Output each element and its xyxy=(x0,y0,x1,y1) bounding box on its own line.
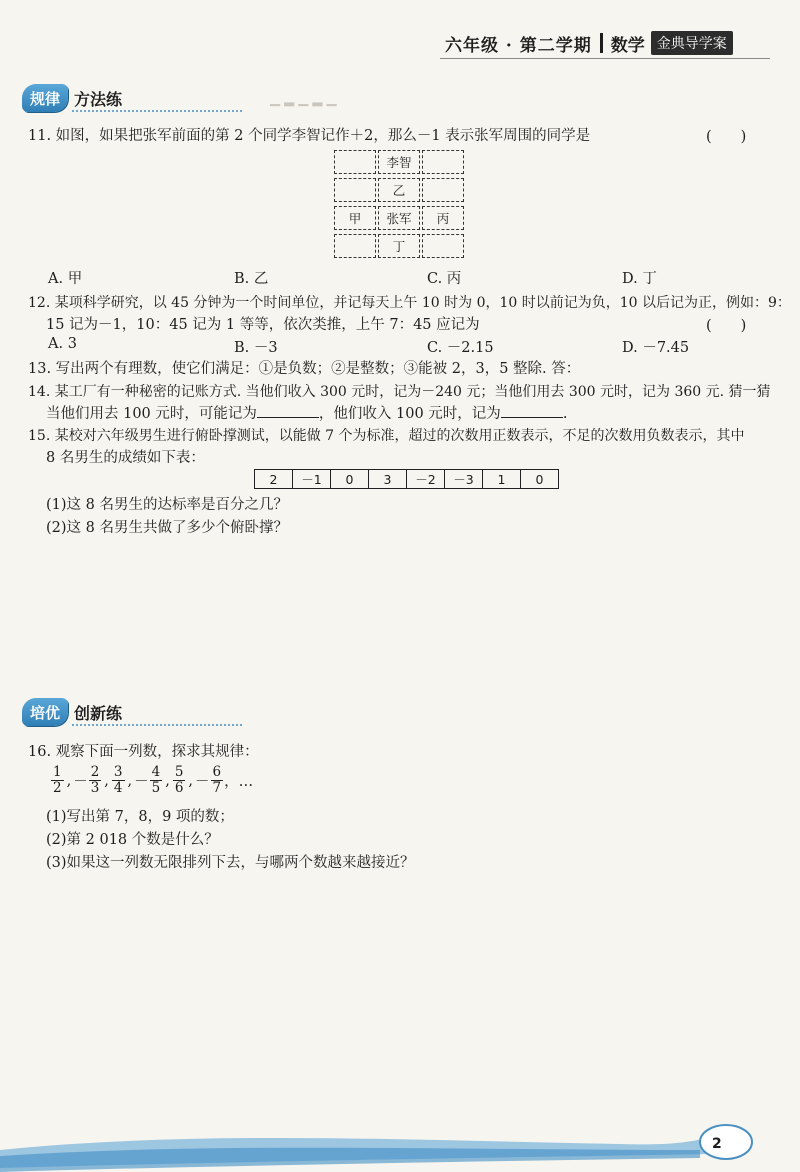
innovation-section-title: 创新练 xyxy=(74,703,123,723)
fraction-denominator: 4 xyxy=(113,780,123,796)
fraction-numerator: 3 xyxy=(113,764,123,780)
question-14-part-c: . xyxy=(562,406,568,422)
fraction-denominator: 3 xyxy=(90,780,100,796)
method-section-badge xyxy=(22,84,122,112)
q11-option-c[interactable]: C. 丙 xyxy=(427,271,462,287)
grid-cell-empty xyxy=(334,178,376,202)
grid-cell-zhang-jun: 张军 xyxy=(378,206,420,230)
grid-cell-ding: 丁 xyxy=(378,234,420,258)
score-cell: －2 xyxy=(407,470,445,489)
fraction-numerator: 2 xyxy=(90,764,100,780)
frac-sign: － xyxy=(195,774,210,790)
question-14-line-2 xyxy=(46,403,567,425)
grade-term: 六年级 · 第二学期 xyxy=(445,35,592,56)
comma: , xyxy=(104,772,109,789)
question-16: 16. 观察下面一列数，探求其规律： xyxy=(28,744,259,760)
score-cell: 3 xyxy=(369,470,407,489)
question-16-sub-2: (2)第 2 018 个数是什么？ xyxy=(46,832,219,848)
header-rule xyxy=(440,58,770,59)
fraction-denominator: 6 xyxy=(174,780,184,796)
pushup-score-table xyxy=(254,469,559,489)
grid-cell-yi: 乙 xyxy=(378,178,420,202)
brand-label: 金典导学案 xyxy=(651,31,733,55)
fraction-numerator: 4 xyxy=(151,764,161,780)
q12-option-a[interactable]: A. 3 xyxy=(48,336,77,352)
comma: , xyxy=(127,772,133,789)
question-11: 11. 如图，如果把张军前面的第 2 个同学李智记作＋2，那么－1 表示张军周围的同学是 xyxy=(28,128,591,144)
section-dotted-rule xyxy=(72,724,242,726)
grid-cell-li-zhi: 李智 xyxy=(378,150,420,174)
question-16-sub-3: (3)如果这一列数无限排列下去，与哪两个数越来越接近？ xyxy=(46,855,415,871)
question-14-part-b: ，他们收入 100 元时，记为 xyxy=(318,406,501,422)
fraction-numerator: 1 xyxy=(53,764,62,780)
fraction xyxy=(89,765,102,796)
fraction-denominator: 5 xyxy=(151,780,161,796)
q12-option-c[interactable]: C. －2.15 xyxy=(427,340,494,356)
q11-option-a[interactable]: A. 甲 xyxy=(48,271,83,287)
innovation-section-badge xyxy=(22,698,122,726)
fraction-denominator: 7 xyxy=(212,780,222,796)
score-cell: 0 xyxy=(521,470,559,489)
grid-cell-bing: 丙 xyxy=(422,206,464,230)
grid-cell-empty xyxy=(334,150,376,174)
grid-cell-empty xyxy=(422,178,464,202)
q12-option-d[interactable]: D. －7.45 xyxy=(622,340,690,356)
question-15-sub-2: (2)这 8 名男生共做了多少个俯卧撑？ xyxy=(46,520,288,536)
subject-label: 数学 xyxy=(610,35,645,56)
fraction-numerator: 5 xyxy=(174,764,184,780)
question-15-line-2: 8 名男生的成绩如下表： xyxy=(46,450,205,466)
score-cell: －1 xyxy=(293,470,331,489)
page-number: 2 xyxy=(712,1136,722,1152)
fraction xyxy=(51,765,64,796)
answer-blank-14a[interactable] xyxy=(257,403,319,418)
sequence-tail: ，… xyxy=(224,774,254,790)
score-cell: －3 xyxy=(445,470,483,489)
question-16-sub-1: (1)写出第 7，8，9 项的数； xyxy=(46,809,234,825)
grid-cell-jia: 甲 xyxy=(334,206,376,230)
question-13: 13. 写出两个有理数，使它们满足：①是负数；②是整数；③能被 2，3，5 整除. 答： xyxy=(28,361,581,377)
frac-sign: － xyxy=(73,774,88,790)
frac-sign: － xyxy=(134,774,149,790)
table-row xyxy=(255,470,559,489)
footer-wave-decoration xyxy=(0,1110,800,1172)
q11-option-d[interactable]: D. 丁 xyxy=(622,271,657,287)
grid-cell-empty xyxy=(334,234,376,258)
answer-paren-12[interactable]: ( ) xyxy=(706,318,747,334)
fraction-denominator: 2 xyxy=(53,780,62,796)
score-cell: 0 xyxy=(331,470,369,489)
fraction xyxy=(173,765,186,796)
fraction xyxy=(150,765,163,796)
header-divider xyxy=(600,33,603,53)
question-12-line-1: 12. 某项科学研究，以 45 分钟为一个时间单位，并记每天上午 10 时为 0，10 时以前记为负，10 以后记为正，例如：9： xyxy=(28,295,791,311)
comma: , xyxy=(165,772,170,789)
question-14-part-a: 当他们用去 100 元时，可能记为 xyxy=(46,406,257,422)
seating-grid-figure xyxy=(334,150,466,260)
q11-option-b[interactable]: B. 乙 xyxy=(234,271,269,287)
answer-blank-14b[interactable] xyxy=(501,403,563,418)
q12-option-b[interactable]: B. －3 xyxy=(234,340,278,356)
section-dotted-rule xyxy=(72,110,242,112)
comma: , xyxy=(66,772,72,789)
fraction-numerator: 6 xyxy=(212,764,222,780)
bleed-through-decoration: ▁ ▂ ▁ ▂ ▁ xyxy=(270,92,337,107)
method-badge-pill: 规律 xyxy=(22,84,68,112)
fraction xyxy=(112,765,125,796)
grid-cell-empty xyxy=(422,234,464,258)
method-section-title: 方法练 xyxy=(74,89,123,109)
answer-paren-11[interactable]: ( ) xyxy=(706,129,747,145)
fraction-sequence xyxy=(46,765,253,796)
page-header xyxy=(445,30,765,56)
question-15-sub-1: (1)这 8 名男生的达标率是百分之几？ xyxy=(46,497,288,513)
score-cell: 1 xyxy=(483,470,521,489)
question-12-line-2: 15 记为－1，10：45 记为 1 等等，依次类推，上午 7：45 应记为 xyxy=(46,317,480,333)
question-15-line-1: 15. 某校对六年级男生进行俯卧撑测试，以能做 7 个为标准，超过的次数用正数表示，不足的次数用负数表示，其中 xyxy=(28,428,745,444)
fraction xyxy=(211,765,224,796)
score-cell: 2 xyxy=(255,470,293,489)
comma: , xyxy=(188,772,194,789)
grid-cell-empty xyxy=(422,150,464,174)
innovation-badge-pill: 培优 xyxy=(22,698,68,726)
question-14-line-1: 14. 某工厂有一种秘密的记账方式. 当他们收入 300 元时，记为－240 元；当他们用去 300 元时，记为 360 元. 猜一猜 xyxy=(28,384,771,400)
